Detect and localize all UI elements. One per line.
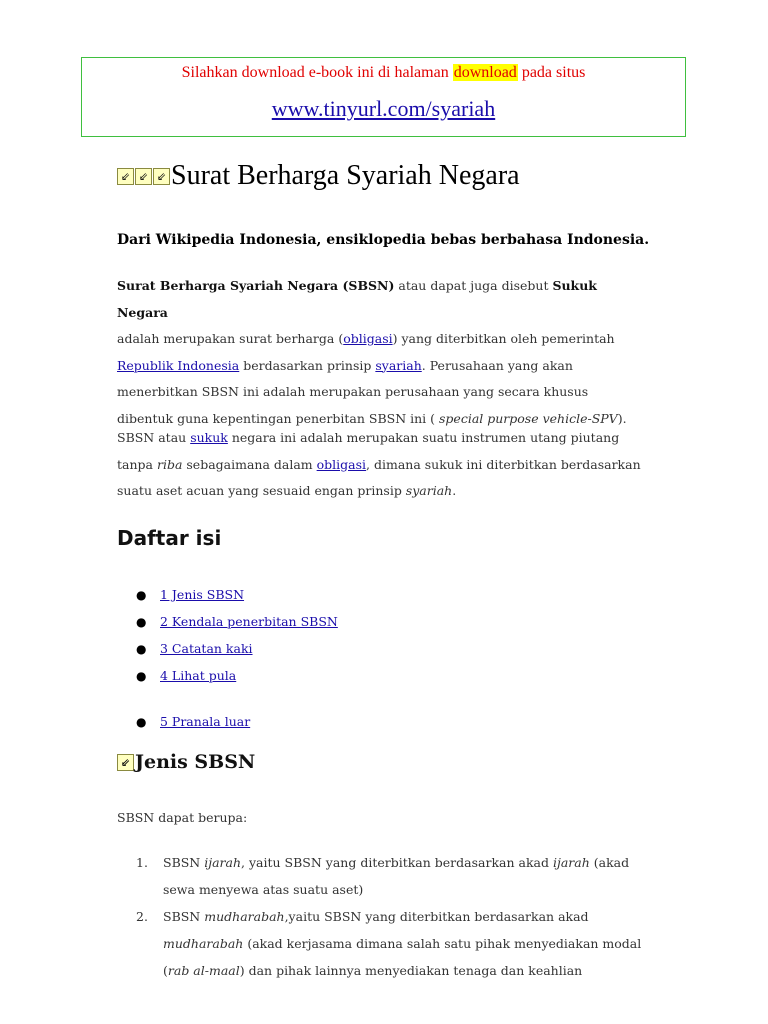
banner-url-link[interactable]: www.tinyurl.com/syariah (271, 96, 496, 121)
italic-term: ijarah (204, 855, 242, 870)
toc-link-jenis-sbsn[interactable]: 1 Jenis SBSN (160, 587, 245, 602)
item-text: ,yaitu SBSN yang diterbitkan berdasarkan akad (284, 909, 589, 924)
arrow-box-icon[interactable]: ⇙ (117, 168, 134, 185)
ordered-list-item (136, 849, 643, 903)
intro-paragraph (117, 273, 647, 432)
para-text: . Perusahaan yang akan menerbitkan SBSN ini adalah merupakan perusahaan yang secara khusus dibentuk guna kepentingan penerbitan SBSN ini ( (117, 357, 589, 426)
para-text: berdasarkan prinsip (239, 357, 376, 373)
banner-text (82, 64, 685, 82)
toc-item (136, 613, 338, 631)
para-text: ) yang diterbitkan oleh pemerintah (392, 331, 615, 346)
para-text: negara ini adalah merupakan suatu instrumen utang piutang tanpa (117, 430, 620, 472)
bullet-icon: ● (136, 669, 147, 683)
bullet-icon: ● (136, 715, 147, 729)
ordered-list-item (136, 903, 643, 984)
item-text: ) dan pihak lainnya menyediakan tenaga dan keahlian (239, 963, 583, 978)
arrow-box-icon[interactable]: ⇙ (117, 754, 134, 771)
link-obligasi[interactable]: obligasi (343, 331, 393, 346)
item-text: , yaitu SBSN yang diterbitkan berdasarkan akad (241, 855, 553, 870)
toc-link-kendala[interactable]: 2 Kendala penerbitan SBSN (160, 614, 338, 629)
item-text: SBSN (163, 909, 205, 924)
toc-item (136, 713, 251, 731)
italic-term: mudharabah (163, 936, 244, 951)
arrow-box-icon[interactable]: ⇙ (135, 168, 152, 185)
item-text: (akad sewa menyewa atas suatu aset) (163, 855, 630, 897)
para-text: atau dapat juga disebut (394, 278, 553, 293)
term-sbsn: Surat Berharga Syariah Negara (SBSN) (117, 278, 395, 293)
list-number: 1. (136, 855, 148, 870)
italic-term: mudharabah (204, 909, 285, 924)
section-intro: SBSN dapat berupa: (117, 810, 248, 825)
section-heading-jenis-sbsn (117, 751, 255, 773)
para-text: SBSN atau (117, 430, 191, 445)
link-syariah[interactable]: syariah (375, 357, 422, 373)
bullet-icon: ● (136, 588, 147, 602)
toc-link-pranala-luar[interactable]: 5 Pranala luar (160, 714, 251, 729)
sukuk-paragraph (117, 425, 647, 505)
toc-link-catatan-kaki[interactable]: 3 Catatan kaki (160, 641, 253, 656)
toc-link-lihat-pula[interactable]: 4 Lihat pula (160, 668, 237, 683)
item-text: (akad kerjasama dimana salah satu pihak menyediakan modal ( (163, 936, 642, 978)
page-subtitle: Dari Wikipedia Indonesia, ensiklopedia bebas berbahasa Indonesia. (117, 232, 650, 248)
term-sukuk-negara: Sukuk Negara (117, 278, 597, 320)
para-text: adalah merupakan surat berharga ( (117, 331, 344, 346)
para-text: , dimana sukuk ini diterbitkan berdasarkan suatu aset acuan yang sesuaid engan prinsip (117, 456, 641, 498)
toc-item (136, 640, 253, 658)
italic-syariah: syariah (405, 483, 453, 498)
italic-term: ijarah (552, 855, 590, 870)
arrow-box-icon[interactable]: ⇙ (153, 168, 170, 185)
toc-item (136, 667, 237, 685)
toc-title: Daftar isi (117, 526, 222, 550)
para-text: . (452, 483, 457, 498)
download-banner (81, 57, 686, 137)
section-title-text: Jenis SBSN (135, 751, 256, 773)
bullet-icon: ● (136, 642, 147, 656)
italic-spv: special purpose vehicle-SPV (439, 410, 618, 426)
italic-term: rab al-maal (167, 963, 240, 978)
bullet-icon: ● (136, 615, 147, 629)
item-text: SBSN (163, 855, 205, 870)
link-obligasi-2[interactable]: obligasi (316, 456, 367, 472)
para-text: ). (617, 410, 627, 426)
banner-text-after: pada situs (517, 64, 586, 81)
page-title (117, 160, 520, 192)
list-number: 2. (136, 909, 148, 924)
page-title-text: Surat Berharga Syariah Negara (171, 160, 520, 191)
link-republik-indonesia[interactable]: Republik Indonesia (117, 357, 240, 373)
banner-highlight: download (453, 64, 517, 81)
banner-text-before: Silahkan download e-book ini di halaman (181, 64, 453, 81)
para-text: sebagaimana dalam (182, 456, 317, 472)
toc-item (136, 586, 245, 604)
link-sukuk[interactable]: sukuk (190, 430, 228, 445)
italic-riba: riba (156, 456, 183, 472)
